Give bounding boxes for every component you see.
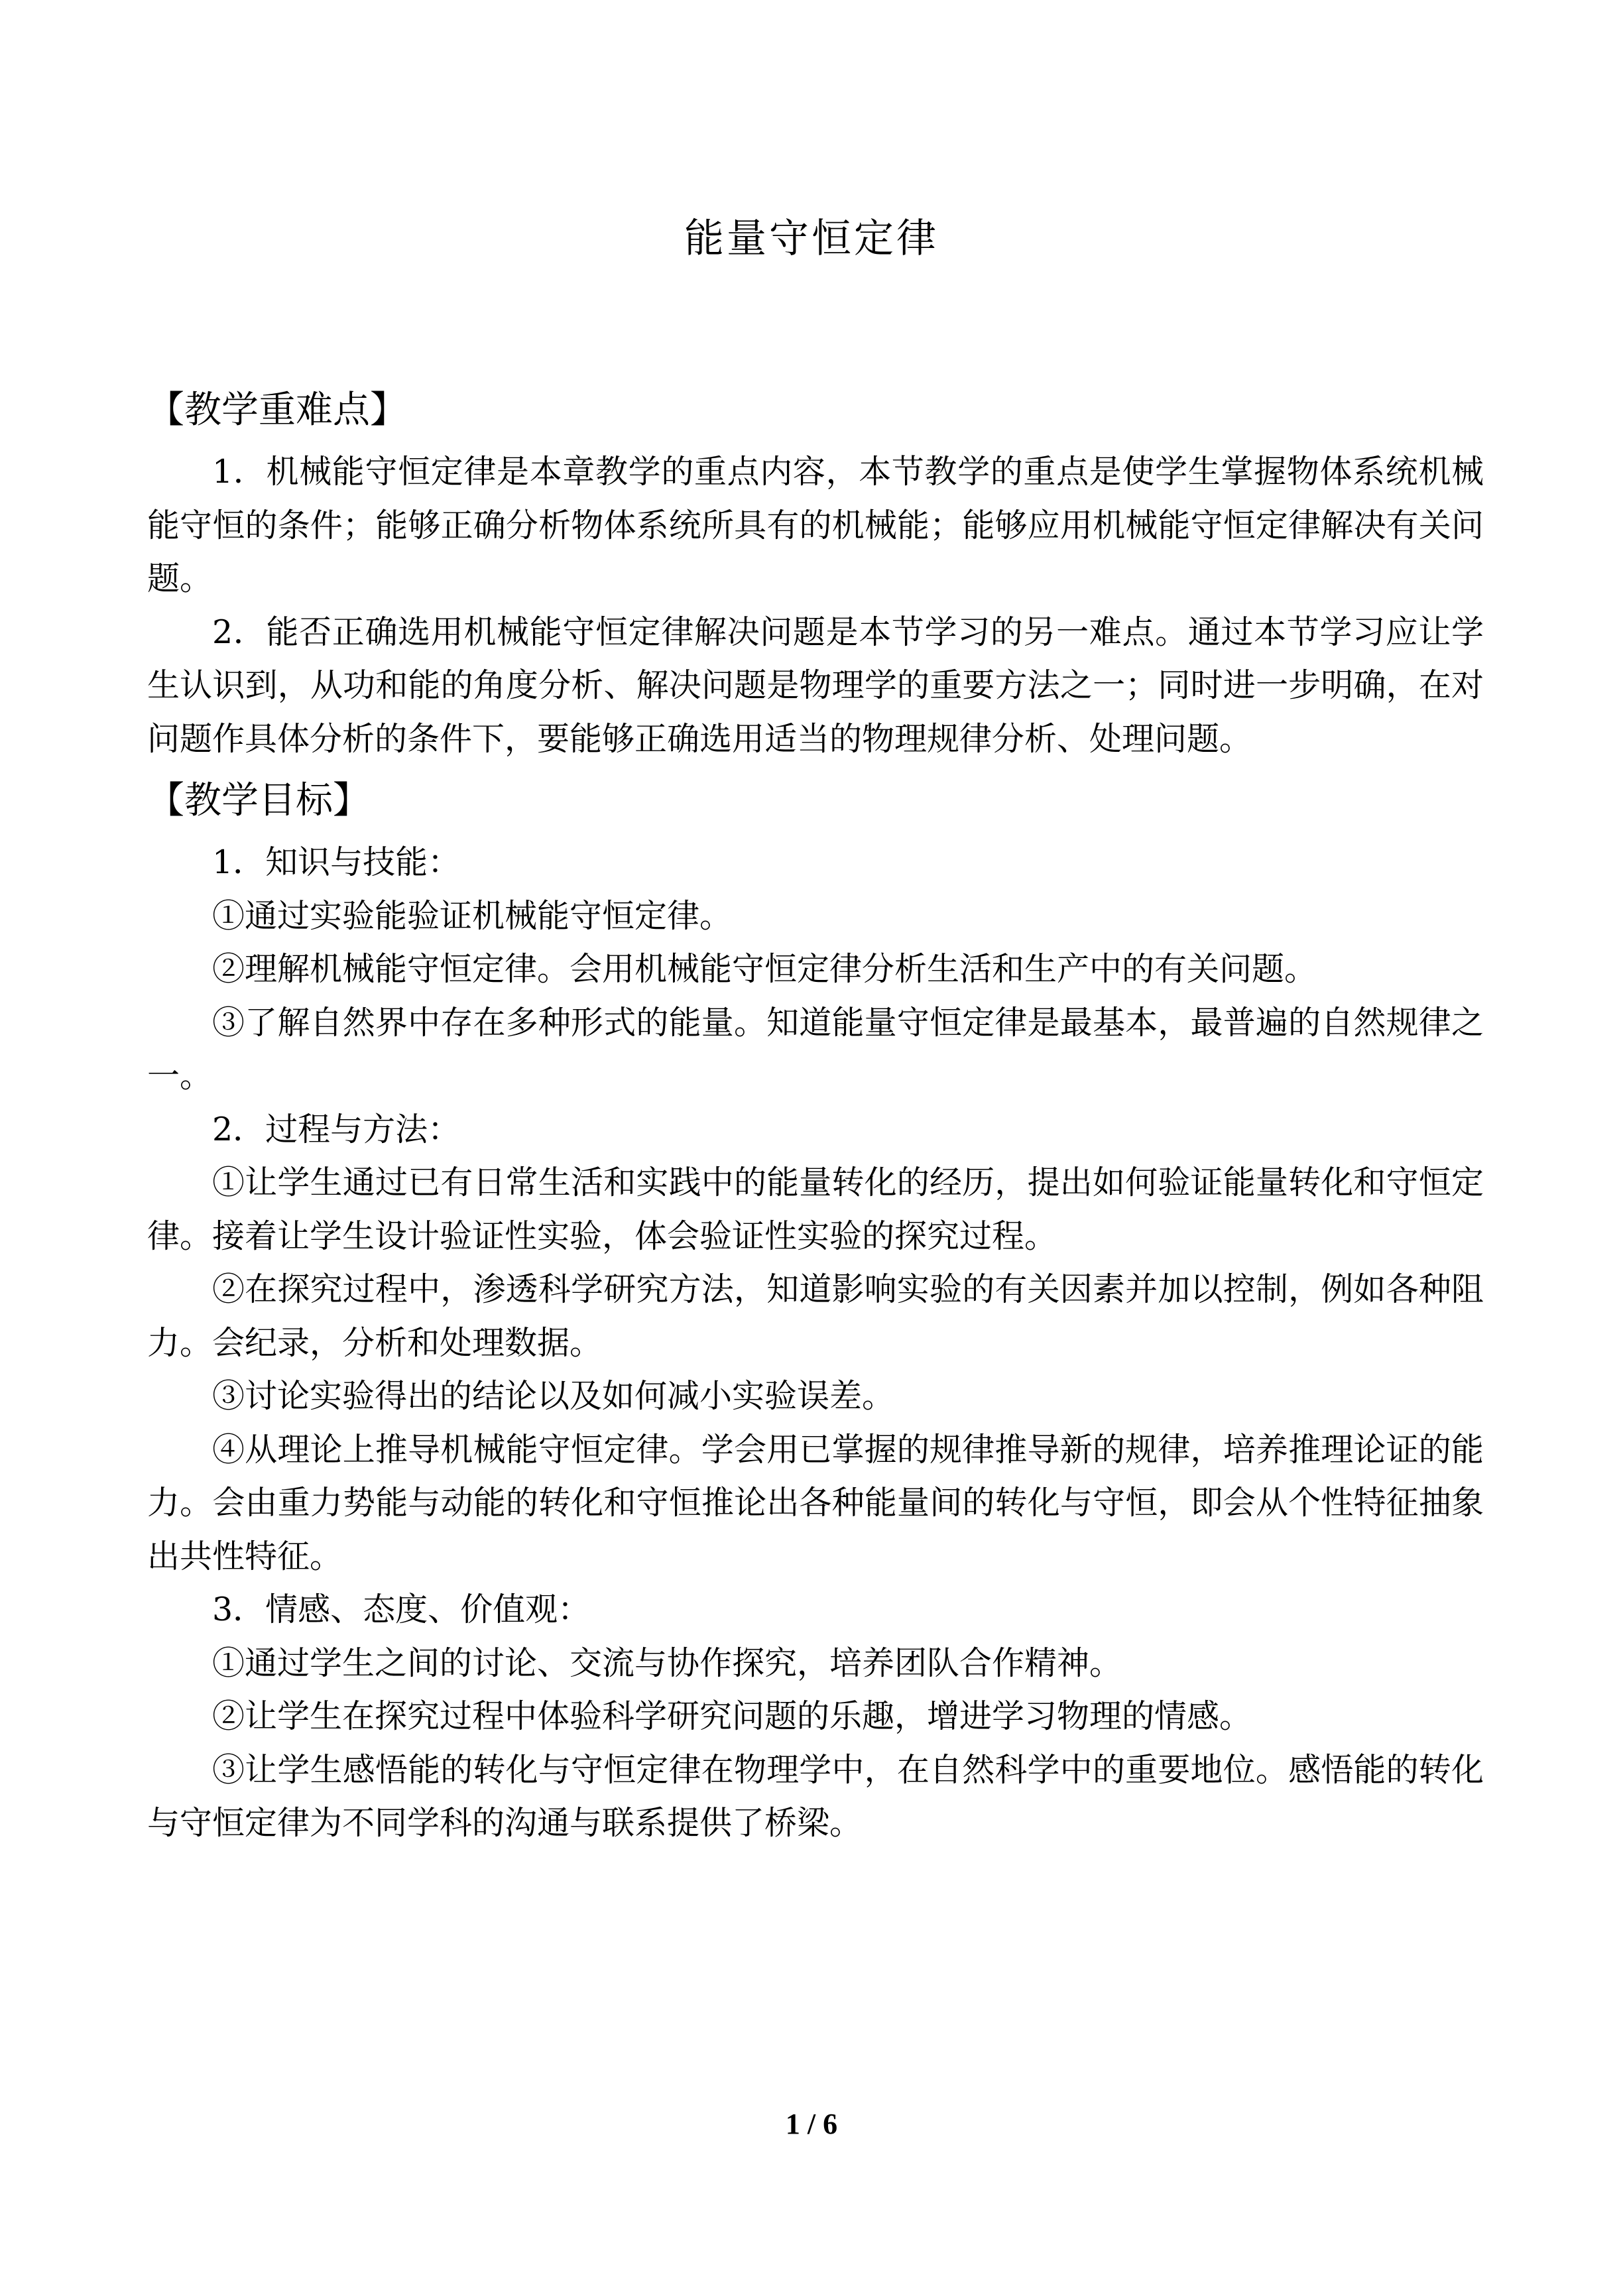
section-key-points — [147, 375, 1484, 766]
section-heading: 【教学重难点】 — [147, 389, 407, 432]
paragraph: 1．机械能守恒定律是本章教学的重点内容，本节教学的重点是使学生掌握物体系统机械能守恒的条件；能够正确分析物体系统所具有的机械能；能够应用机械能守恒定律解决有关问题。 — [147, 453, 1484, 597]
paragraph: ①通过学生之间的讨论、交流与协作探究，培养团队合作精神。 — [212, 1644, 1122, 1682]
paragraph: 3．情感、态度、价值观： — [212, 1591, 591, 1628]
paragraph: ②理解机械能守恒定律。会用机械能守恒定律分析生活和生产中的有关问题。 — [212, 950, 1317, 988]
paragraph: ②让学生在探究过程中体验科学研究问题的乐趣，增进学习物理的情感。 — [212, 1697, 1252, 1735]
page-number: 1 / 6 — [785, 2108, 838, 2140]
paragraph: ③了解自然界中存在多种形式的能量。知道能量守恒定律是最基本，最普遍的自然规律之一。 — [147, 1003, 1484, 1095]
document-title: 能量守恒定律 — [684, 215, 939, 262]
paragraph: 1．知识与技能： — [212, 843, 461, 881]
paragraph: 2．过程与方法： — [212, 1110, 461, 1148]
document-body — [147, 375, 1484, 1850]
section-objectives — [147, 766, 1484, 1850]
paragraph: ③讨论实验得出的结论以及如何减小实验误差。 — [212, 1377, 895, 1415]
paragraph: 2．能否正确选用机械能守恒定律解决问题是本节学习的另一难点。通过本节学习应让学生认识到，从功和能的角度分析、解决问题是物理学的重要方法之一；同时进一步明确，在对问题作具体分析的条件下，要能够正确选用适当的物理规律分析、处理问题。 — [147, 613, 1484, 758]
paragraph: ①让学生通过已有日常生活和实践中的能量转化的经历，提出如何验证能量转化和守恒定律。接着让学生设计验证性实验，体会验证性实验的探究过程。 — [147, 1164, 1484, 1255]
paragraph: ①通过实验能验证机械能守恒定律。 — [212, 896, 733, 935]
paragraph: ②在探究过程中，渗透科学研究方法，知道影响实验的有关因素并加以控制，例如各种阻力。会纪录，分析和处理数据。 — [147, 1270, 1484, 1362]
paragraph: ④从理论上推导机械能守恒定律。学会用已掌握的规律推导新的规律，培养推理论证的能力。会由重力势能与动能的转化和守恒推论出各种能量间的转化与守恒，即会从个性特征抽象出共性特征。 — [147, 1430, 1484, 1575]
section-heading: 【教学目标】 — [147, 779, 370, 822]
paragraph: ③让学生感悟能的转化与守恒定律在物理学中，在自然科学中的重要地位。感悟能的转化与守恒定律为不同学科的沟通与联系提供了桥梁。 — [147, 1750, 1484, 1842]
